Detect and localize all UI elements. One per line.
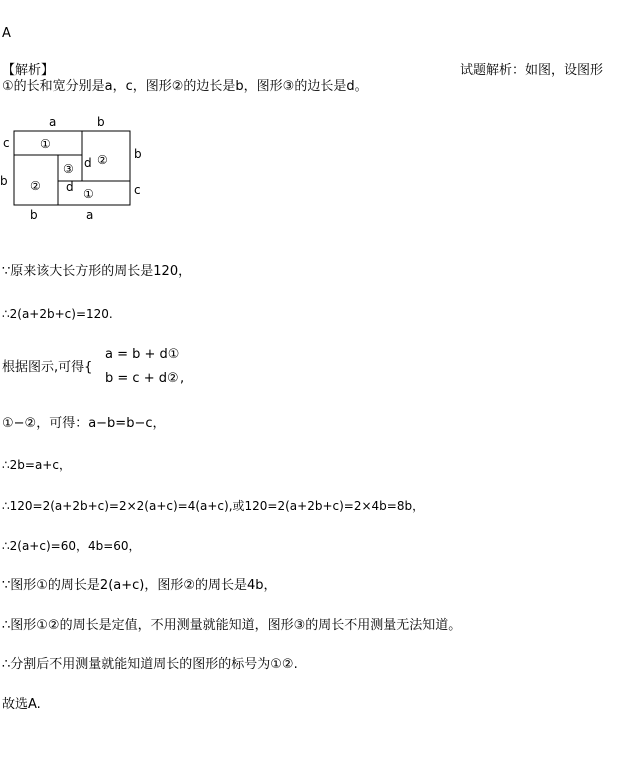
line-120: ∴120=2(a+2b+c)=2×2(a+c)=4(a+c),或120=2(a+2b+c)=2×4b=8b，: [2, 499, 425, 513]
line-system-prefix: 根据图示,可得{: [2, 360, 93, 375]
system-suffix: ,: [180, 371, 185, 386]
rectangle-division-figure: [0, 112, 160, 227]
label-top-a: a: [49, 115, 57, 129]
system-eq-2: b = c + d②: [105, 371, 179, 386]
region-2-right: ②: [97, 153, 108, 167]
line-constant: ∴图形①②的周长是定值，不用测量就能知道，图形③的周长不用测量无法知道。: [2, 618, 462, 633]
region-1-top: ①: [40, 137, 51, 151]
line-2b: ∴2b=a+c，: [2, 458, 71, 472]
line-final-choice: 故选A.: [2, 697, 41, 712]
label-left-b: b: [0, 174, 8, 188]
intro-line: ①的长和宽分别是a，c，图形②的边长是b，图形③的边长是d。: [2, 79, 368, 94]
label-bottom-b: b: [30, 208, 38, 222]
line-perimeters: ∵图形①的周长是2(a+c)，图形②的周长是4b，: [2, 578, 277, 593]
analysis-heading-right: 试题解析：如图，设图形: [460, 63, 604, 78]
system-eq-1: a = b + d①: [105, 347, 180, 362]
region-1-bottom: ①: [83, 187, 94, 201]
line-equation-1: ∴2(a+2b+c)=120.: [2, 307, 113, 321]
region-2-left: ②: [30, 179, 41, 193]
label-right-b: b: [134, 147, 142, 161]
region-3: ③: [63, 162, 74, 176]
label-left-c: c: [3, 136, 10, 150]
line-subtract: ①−②，可得：a−b=b−c，: [2, 416, 166, 431]
line-conclusion: ∴分割后不用测量就能知道周长的图形的标号为①②.: [2, 657, 298, 672]
line-perimeter-given: ∵原来该大长方形的周长是120，: [2, 264, 192, 279]
label-top-b: b: [97, 115, 105, 129]
analysis-label: 【解析】: [2, 63, 55, 78]
label-right-c: c: [134, 183, 141, 197]
label-bottom-a: a: [86, 208, 94, 222]
label-d-inner: d: [84, 156, 92, 170]
answer-letter: A: [2, 26, 11, 41]
line-60: ∴2(a+c)=60，4b=60，: [2, 539, 141, 553]
label-d-lower: d: [66, 180, 74, 194]
